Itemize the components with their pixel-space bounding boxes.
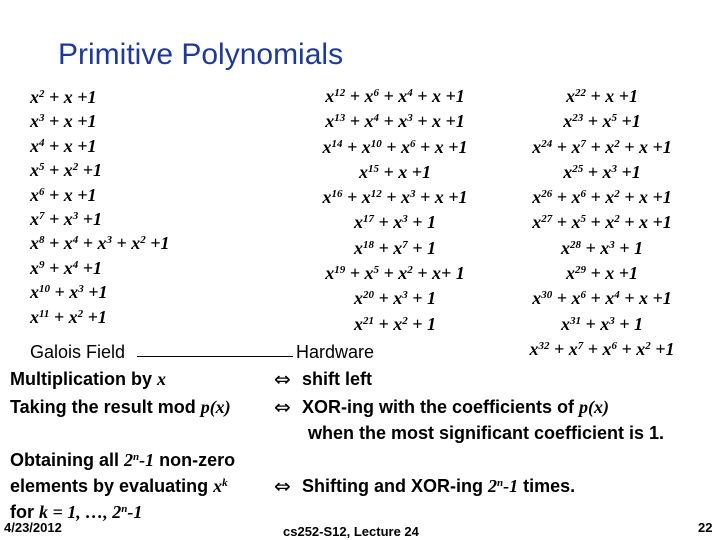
shifting-text bbox=[302, 476, 575, 497]
taking-var: p(x) bbox=[200, 397, 231, 417]
polynomial-item: $x^{31} + x^3 + 1$ bbox=[560, 313, 644, 334]
obtaining-suffix: non-zero bbox=[154, 450, 236, 470]
polynomial-item: $x^{11} + x^2 +1$ bbox=[30, 306, 107, 327]
multiplication-var: x bbox=[157, 369, 166, 389]
equivalence-arrow-icon: ⇔ bbox=[274, 367, 291, 391]
polynomial-item: $x^{13} + x^4 + x^3 + x +1$ bbox=[325, 111, 465, 132]
polynomial-column-2 bbox=[270, 84, 520, 337]
polynomial-item: $x^{15} + x +1$ bbox=[358, 161, 432, 182]
polynomial-item: $x^{14} + x^{10} + x^6 + x +1$ bbox=[322, 136, 468, 157]
taking-result-text bbox=[10, 397, 231, 418]
shifting-label: Shifting and XOR-ing bbox=[302, 476, 488, 496]
shifting-suffix: times. bbox=[518, 476, 576, 496]
elements-text bbox=[10, 476, 228, 497]
polynomial-item: $x^4 + x +1$ bbox=[30, 135, 97, 156]
multiplication-text bbox=[10, 369, 166, 390]
polynomial-item: $x^{30} + x^6 + x^4 + x +1$ bbox=[532, 288, 672, 309]
footer-page-number: 22 bbox=[698, 520, 713, 535]
polynomial-item: $x^{17} + x^3 + 1$ bbox=[353, 212, 437, 233]
equivalence-arrow-icon: ⇔ bbox=[274, 474, 291, 498]
obtaining-text bbox=[10, 450, 235, 471]
polynomial-item: $x^{32} + x^7 + x^6 + x^2 +1$ bbox=[529, 338, 675, 359]
polynomial-item: $x^6 + x +1$ bbox=[30, 184, 97, 205]
shifting-expr: 2$^n$-1 bbox=[487, 476, 519, 496]
galois-field-header: Galois Field bbox=[30, 342, 126, 362]
header-underline bbox=[137, 356, 293, 357]
polynomial-item: $x^{23} + x^5 +1$ bbox=[563, 111, 641, 132]
slide-title: Primitive Polynomials bbox=[58, 38, 344, 71]
polynomial-item: $x^2 + x +1$ bbox=[30, 87, 97, 107]
obtaining-label: Obtaining all bbox=[10, 450, 125, 470]
polynomial-item: $x^{19} + x^5 + x^2 + x+ 1$ bbox=[325, 263, 465, 284]
shift-left-text: shift left bbox=[302, 369, 372, 389]
multiplication-label: Multiplication by bbox=[10, 369, 157, 389]
polynomial-item: $x^{20} + x^3 + 1$ bbox=[353, 288, 437, 309]
polynomial-item: $x^{25} + x^3 +1$ bbox=[563, 161, 641, 182]
hardware-header: Hardware bbox=[296, 342, 375, 362]
xor-text bbox=[302, 397, 609, 418]
taking-label: Taking the result mod bbox=[10, 397, 201, 417]
xor-var: p(x) bbox=[579, 397, 610, 417]
polynomial-item: $x^{16} + x^{12} + x^3 + x +1$ bbox=[322, 187, 468, 208]
polynomial-item: $x^{27} + x^5 + x^2 + x +1$ bbox=[532, 212, 672, 233]
polynomial-item: $x^{18} + x^7 + 1$ bbox=[353, 237, 437, 258]
elements-label: elements by evaluating bbox=[10, 476, 214, 496]
polynomial-item: $x^{21} + x^2 + 1$ bbox=[353, 313, 437, 334]
polynomial-column-1 bbox=[30, 85, 170, 329]
polynomial-item: $x^{10} + x^3 +1$ bbox=[30, 282, 108, 303]
elements-expr: $x^k$ bbox=[213, 476, 228, 496]
footer-date: 4/23/2012 bbox=[4, 520, 62, 535]
footer-course: cs252-S12, Lecture 24 bbox=[283, 524, 419, 539]
polynomial-item: $x^8 + x^4 + x^3 + x^2 +1$ bbox=[30, 233, 170, 254]
polynomial-item: $x^{29} + x +1$ bbox=[565, 263, 639, 284]
polynomial-item: $x^7 + x^3 +1$ bbox=[30, 208, 103, 229]
polynomial-item: $x^{12} + x^6 + x^4 + x +1$ bbox=[325, 86, 465, 106]
equivalence-arrow-icon: ⇔ bbox=[274, 395, 291, 419]
obtaining-expr: 2$^n$-1 bbox=[124, 450, 155, 470]
polynomial-item: $x^9 + x^4 +1$ bbox=[30, 257, 103, 278]
for-label: for bbox=[10, 502, 39, 522]
polynomial-item: $x^{22} + x +1$ bbox=[565, 86, 639, 106]
polynomial-item: $x^3 + x +1$ bbox=[30, 111, 97, 132]
polynomial-item: $x^{28} + x^3 + 1$ bbox=[560, 237, 644, 258]
for-expr: k = 1, …, 2$^n$-1 bbox=[39, 502, 143, 522]
when-text: when the most significant coefficient is 1. bbox=[308, 423, 665, 443]
polynomial-column-3 bbox=[510, 84, 694, 362]
polynomial-item: $x^{26} + x^6 + x^2 + x +1$ bbox=[532, 187, 672, 208]
polynomial-item: $x^5 + x^2 +1$ bbox=[30, 160, 103, 181]
xor-label: XOR-ing with the coefficients of bbox=[302, 397, 580, 417]
polynomial-item: $x^{24} + x^7 + x^2 + x +1$ bbox=[532, 136, 672, 157]
